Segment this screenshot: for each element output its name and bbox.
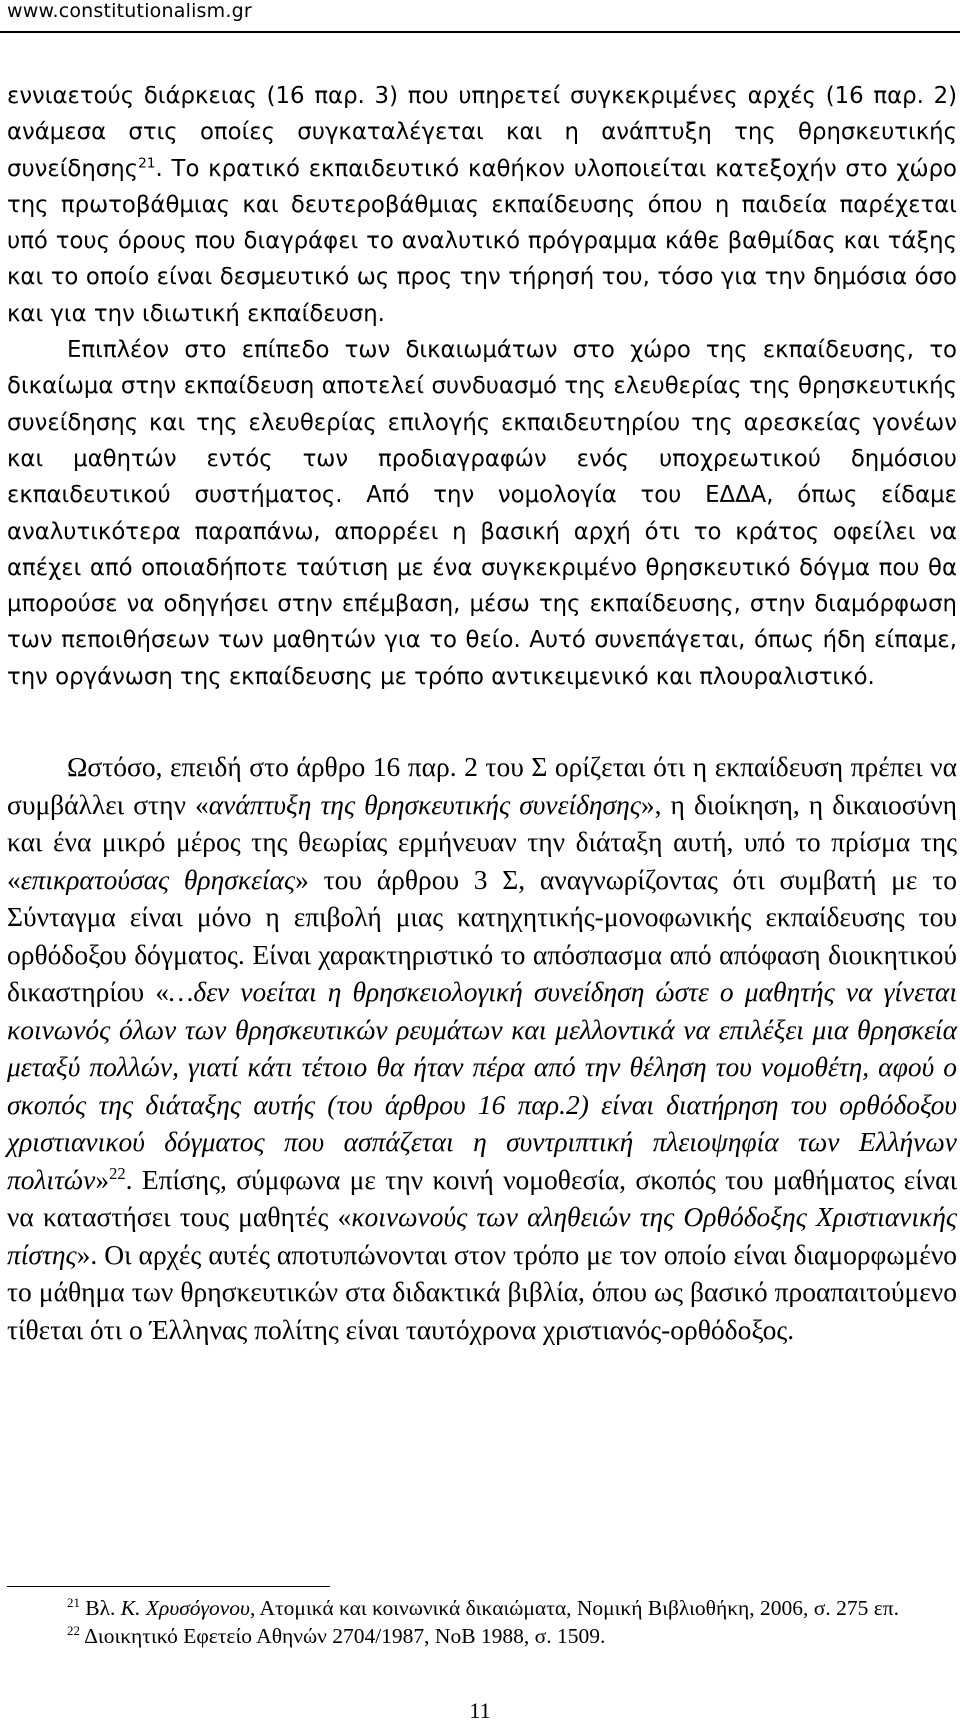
quoted-excerpt: …δεν νοείται η θρησκειολογική συνείδηση ώστε ο μαθητής να γίνεται κοινωνός όλων των θρησκευτικών ρευμάτων και μελλοντικά να επιλέξει μια θρησκεία μεταξύ πολλών, γιατί κάτι τέτοιο θα ήταν πέρα από την θέληση του νομοθέτη, αφού ο σκοπός της διάταξης αυτής (του άρθρου 16 παρ.2) είναι διατήρηση του ορθόδοξου χριστιανικού δόγματος που ασπάζεται η συντριπτική πλειοψηφία των Ελλήνων πολιτών <box>7 976 958 1195</box>
footnote-ref-21[interactable]: 21 <box>138 155 156 171</box>
page-number: 11 <box>469 1698 491 1723</box>
paragraph-3: Ωστόσο, επειδή στο άρθρο 16 παρ. 2 του Σ ορίζεται ότι η εκπαίδευση πρέπει να συμβάλλει στην «ανάπτυξη της θρησκευτικής συνείδησης», η διοίκηση, η δικαιοσύνη και ένα μικρό μέρος της θεωρίας ερμήνευαν την διάταξη αυτή, υπό το πρίσμα της «επικρατούσας θρησκείας» του άρθρου 3 Σ, αναγνωρίζοντας ότι συμβατή με το Σύνταγμα είναι μόνο η επιβολή μιας κατηχητικής-μονοφωνικής εκπαίδευσης του ορθόδοξου δόγματος. Είναι χαρακτηριστικό το απόσπασμα από απόφαση διοικητικού δικαστηρίου «…δεν νοείται η θρησκειολογική συνείδηση ώστε ο μαθητής να γίνεται κοινωνός όλων των θρησκευτικών ρευμάτων και μελλοντικά να επιλέξει μια θρησκεία μεταξύ πολλών, γιατί κάτι τέτοιο θα ήταν πέρα από την θέληση του νομοθέτη, αφού ο σκοπός της διάταξης αυτής (του άρθρου 16 παρ.2) είναι διατήρηση του ορθόδοξου χριστιανικού δόγματος που ασπάζεται η συντριπτική πλειοψηφία των Ελλήνων πολιτών»$^{22}$. Επίσης, σύμφωνα με την κοινή νομοθεσία, σκοπός του μαθήματος είναι να καταστήσει τους μαθητές «κοινωνούς των αληθειών της Ορθόδοξης Χριστιανικής πίστης». Οι αρχές αυτές αποτυπώνονται στον τρόπο με τον οποίο είναι διαμορφωμένο το μάθημα των θρησκευτικών στα διδακτικά βιβλία, όπου ως βασικό προαπαιτούμενο τίθεται ότι ο Έλληνας πολίτης είναι ταυτόχρονα χριστιανός-ορθόδοξος. <box>7 751 958 1345</box>
footnote-ref-22[interactable]: 22 <box>109 1163 126 1183</box>
footnote-21: $^{21}$ Βλ. Κ. Χρυσόγονου, Ατομικά και κοινωνικά δικαιώματα, Νομική Βιβλιοθήκη, 2006, σ. 275 επ. <box>67 1595 899 1620</box>
paragraph-2: Επιπλέον στο επίπεδο των δικαιωμάτων στο χώρο της εκπαίδευσης, το δικαίωμα στην εκπαίδευση αποτελεί συνδυασμό της ελευθερίας της θρησκευτικής συνείδησης και της ελευθερίας επιλογής εκπαιδευτηρίου της αρεσκείας γονέων και μαθητών εντός των προδιαγραφών ενός υποχρεωτικού δημόσιου εκπαιδευτικού συστήματος. Από την νομολογία του ΕΔΔΑ, όπως είδαμε αναλυτικότερα παραπάνω, απορρέει η βασική αρχή ότι το κράτος οφείλει να απέχει από οποιαδήποτε ταύτιση με ένα συγκεκριμένο θρησκευτικό δόγμα που θα μπορούσε να οδηγήσει στην επέμβαση, μέσω της εκπαίδευσης, στην διαμόρφωση των πεποιθήσεων των μαθητών για το θείο. Αυτό συνεπάγεται, όπως ήδη είπαμε, την οργάνωση της εκπαίδευσης με τρόπο αντικειμενικό και πλουραλιστικό. <box>7 337 957 690</box>
footnotes <box>7 1594 957 1650</box>
footnote-22: $^{22}$ Διοικητικό Εφετείο Αθηνών 2704/1987, ΝοΒ 1988, σ. 1509. <box>67 1623 606 1648</box>
body-text <box>7 78 957 695</box>
footnote-divider <box>7 1586 330 1587</box>
header-url[interactable]: www.constitutionalism.gr <box>7 0 252 22</box>
body-text-serif <box>7 748 957 1348</box>
header-divider <box>0 31 960 33</box>
paragraph-1: εννιαετούς διάρκειας (16 παρ. 3) που υπηρετεί συγκεκριμένες αρχές (16 παρ. 2) ανάμεσα στις οποίες συγκαταλέγεται και η ανάπτυξη της θρησκευτικής συνείδησης$^{21}$. Το κρατικό εκπαιδευτικό καθήκον υλοποιείται κατεξοχήν στο χώρο της πρωτοβάθμιας και δευτεροβάθμιας εκπαίδευσης όπου η παιδεία παρέχεται υπό τους όρους που διαγράφει το αναλυτικό πρόγραμμα κάθε βαθμίδας και τάξης και το οποίο είναι δεσμευτικό ως προς την τήρησή του, τόσο για την δημόσια όσο και για την ιδιωτική εκπαίδευση. <box>7 83 957 327</box>
